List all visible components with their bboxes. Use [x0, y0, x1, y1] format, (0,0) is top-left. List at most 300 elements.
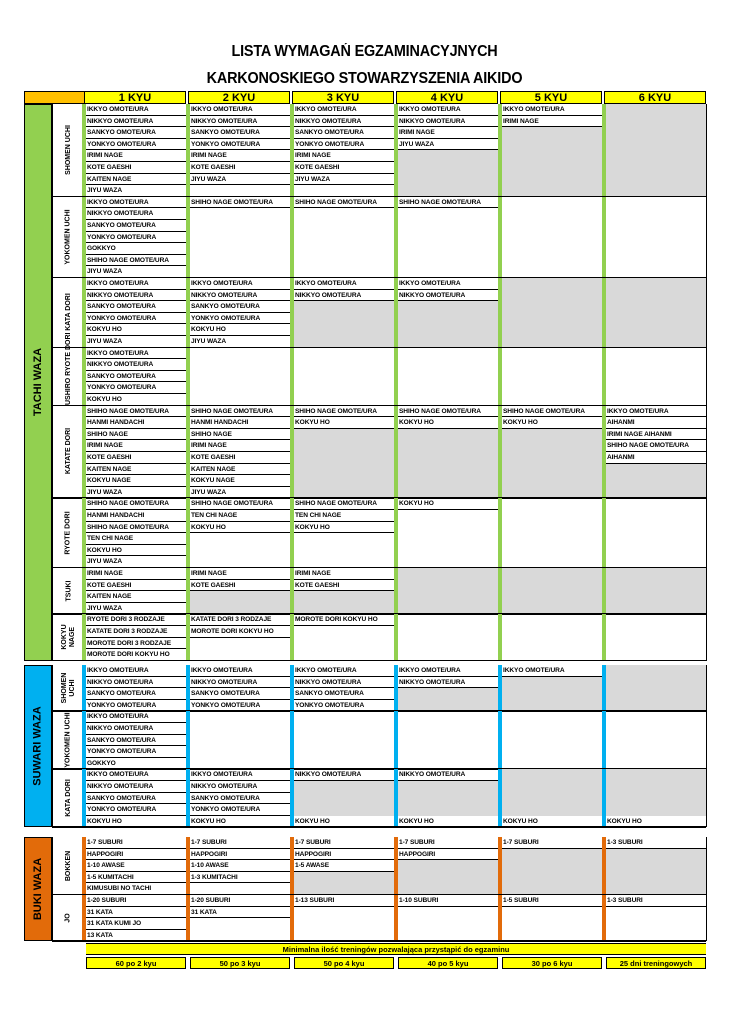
subgroup-label	[52, 614, 86, 660]
technique-cell: IKKYO OMOTE/URA	[86, 278, 186, 290]
column-divider	[290, 406, 294, 499]
technique-cell: HANMI HANDACHI	[190, 417, 290, 429]
technique-cell: SHIHO NAGE OMOTE/URA	[86, 255, 186, 267]
column-divider	[394, 711, 398, 769]
column-divider	[602, 895, 606, 941]
shaded-cell	[502, 568, 602, 614]
technique-cell: YONKYO OMOTE/URA	[294, 700, 394, 712]
technique-cell: 31 KATA	[190, 907, 290, 919]
subgroup-label-text: KOKYU NAGE	[61, 624, 76, 650]
subgroup-label-text: YOKOMEN UCHI	[65, 712, 73, 768]
right-border	[706, 837, 707, 895]
technique-cell: SHIHO NAGE OMOTE/URA	[86, 498, 186, 510]
technique-cell: SHIHO NAGE OMOTE/URA	[86, 522, 186, 534]
technique-cell: YONKYO OMOTE/URA	[86, 746, 186, 758]
subgroup-label	[52, 498, 86, 568]
shaded-cell	[398, 301, 498, 347]
shaded-cell	[606, 665, 706, 711]
footer-value: 25 dni treningowych	[606, 957, 706, 969]
footer-value: 30 po 6 kyu	[502, 957, 602, 969]
technique-cell: JIYU WAZA	[294, 174, 394, 186]
shaded-cell	[294, 781, 394, 816]
subgroup-label	[52, 406, 86, 499]
technique-cell: KOTE GAESHI	[294, 162, 394, 174]
column-divider	[82, 568, 86, 614]
technique-cell: 1-20 SUBURI	[190, 895, 290, 907]
technique-cell: KAITEN NAGE	[86, 591, 186, 603]
shaded-cell	[294, 872, 394, 895]
technique-cell: IRIMI NAGE AIHANMI	[606, 429, 706, 441]
technique-cell: KOKYU HO	[86, 816, 186, 828]
technique-cell: 31 KATA	[86, 907, 186, 919]
technique-cell: YONKYO OMOTE/URA	[86, 700, 186, 712]
technique-cell: NIKKYO OMOTE/URA	[190, 781, 290, 793]
technique-cell: KOKYU HO	[86, 394, 186, 406]
column-divider	[186, 104, 190, 197]
subgroup-label-text: SHOMEN UCHI	[61, 672, 76, 704]
column-divider	[394, 197, 398, 278]
column-divider	[602, 614, 606, 660]
column-divider	[186, 197, 190, 278]
column-divider	[186, 711, 190, 769]
technique-cell: NIKKYO OMOTE/URA	[398, 769, 498, 781]
technique-cell: KOKYU HO	[502, 816, 602, 828]
technique-cell: KATATE DORI 3 RODZAJE	[86, 626, 186, 638]
technique-cell: KOKYU HO	[398, 498, 498, 510]
technique-cell: 1-7 SUBURI	[86, 837, 186, 849]
column-divider	[602, 769, 606, 827]
column-divider	[186, 568, 190, 614]
technique-cell: SANKYO OMOTE/URA	[86, 371, 186, 383]
subgroup-label	[52, 104, 86, 197]
column-divider	[394, 769, 398, 827]
column-divider	[498, 568, 502, 614]
technique-cell: NIKKYO OMOTE/URA	[398, 290, 498, 302]
technique-cell: 1-3 SUBURI	[606, 895, 706, 907]
shaded-cell	[398, 429, 498, 499]
technique-cell: NIKKYO OMOTE/URA	[294, 290, 394, 302]
column-divider	[498, 498, 502, 568]
shaded-cell	[606, 464, 706, 499]
technique-cell: IRIMI NAGE	[86, 440, 186, 452]
technique-cell: IKKYO OMOTE/URA	[86, 665, 186, 677]
column-divider	[602, 197, 606, 278]
right-border	[706, 568, 707, 614]
technique-cell: NIKKYO OMOTE/URA	[86, 359, 186, 371]
column-divider	[290, 895, 294, 941]
technique-cell: MOROTE DORI 3 RODZAJE	[86, 638, 186, 650]
technique-cell: 1-5 AWASE	[294, 860, 394, 872]
technique-cell: SHIHO NAGE OMOTE/URA	[190, 197, 290, 209]
technique-cell: HAPPOGIRI	[86, 849, 186, 861]
technique-cell: NIKKYO OMOTE/URA	[86, 290, 186, 302]
technique-cell: IRIMI NAGE	[398, 127, 498, 139]
column-divider	[290, 568, 294, 614]
column-divider	[82, 406, 86, 499]
technique-cell: IKKYO OMOTE/URA	[294, 278, 394, 290]
technique-cell: NIKKYO OMOTE/URA	[86, 677, 186, 689]
column-divider	[82, 278, 86, 348]
technique-cell: IRIMI NAGE	[294, 568, 394, 580]
shaded-cell	[398, 688, 498, 711]
section-label	[24, 837, 52, 941]
subgroup-label-text: USHIRO RYOTE DORI	[65, 332, 72, 406]
shaded-cell	[606, 568, 706, 614]
subgroup-label-text: RYOTE DORI	[65, 511, 72, 555]
column-divider	[394, 104, 398, 197]
technique-cell: NIKKYO OMOTE/URA	[190, 290, 290, 302]
technique-cell: SHIHO NAGE OMOTE/URA	[294, 197, 394, 209]
technique-cell: RYOTE DORI 3 RODZAJE	[86, 614, 186, 626]
technique-cell: JIYU WAZA	[86, 487, 186, 499]
column-divider	[186, 665, 190, 711]
technique-cell: NIKKYO OMOTE/URA	[294, 769, 394, 781]
technique-cell: NIKKYO OMOTE/URA	[294, 677, 394, 689]
column-divider	[82, 348, 86, 406]
technique-cell: GOKKYO	[86, 758, 186, 770]
right-border	[706, 278, 707, 348]
technique-cell: KOKYU HO	[398, 816, 498, 828]
technique-cell: 1-5 SUBURI	[502, 895, 602, 907]
right-border	[706, 406, 707, 499]
technique-cell: IKKYO OMOTE/URA	[86, 769, 186, 781]
subgroup-label-text: KATA DORI	[65, 779, 72, 817]
technique-cell: NIKKYO OMOTE/URA	[86, 116, 186, 128]
subgroup-label	[52, 197, 86, 278]
column-divider	[186, 895, 190, 941]
right-border	[706, 895, 707, 941]
technique-cell: YONKYO OMOTE/URA	[190, 700, 290, 712]
technique-cell: KOKYU HO	[86, 324, 186, 336]
technique-cell: NIKKYO OMOTE/URA	[398, 677, 498, 689]
shaded-cell	[190, 591, 290, 614]
technique-cell: NIKKYO OMOTE/URA	[86, 781, 186, 793]
shaded-cell	[502, 849, 602, 895]
column-divider	[498, 348, 502, 406]
technique-cell: SANKYO OMOTE/URA	[190, 793, 290, 805]
technique-cell: HAPPOGIRI	[294, 849, 394, 861]
column-divider	[602, 104, 606, 197]
technique-cell: SANKYO OMOTE/URA	[86, 793, 186, 805]
technique-cell: YONKYO OMOTE/URA	[190, 804, 290, 816]
column-divider	[498, 665, 502, 711]
kyu-header-3: 3 KYU	[292, 91, 394, 104]
subgroup-label-text: KATATE DORI	[65, 428, 72, 475]
technique-cell: SHIHO NAGE OMOTE/URA	[294, 498, 394, 510]
technique-cell: YONKYO OMOTE/URA	[86, 313, 186, 325]
subgroup-label	[52, 568, 86, 614]
technique-cell: 31 KATA KUMI JO	[86, 918, 186, 930]
technique-cell: IKKYO OMOTE/URA	[398, 278, 498, 290]
technique-cell: KOTE GAESHI	[190, 580, 290, 592]
subgroup-label-text: BOKKEN	[65, 850, 72, 881]
kyu-header-5: 5 KYU	[500, 91, 602, 104]
column-divider	[186, 278, 190, 348]
technique-cell: KOKYU HO	[190, 324, 290, 336]
technique-cell: HANMI HANDACHI	[86, 510, 186, 522]
technique-cell: TEN CHI NAGE	[86, 533, 186, 545]
column-divider	[602, 568, 606, 614]
group-bottom-line	[52, 826, 706, 827]
technique-cell: JIYU WAZA	[398, 139, 498, 151]
technique-cell: SHIHO NAGE OMOTE/URA	[502, 406, 602, 418]
technique-cell: KOKYU HO	[190, 816, 290, 828]
subgroup-label-text: JO	[65, 913, 72, 923]
technique-cell: JIYU WAZA	[190, 487, 290, 499]
technique-cell: HAPPOGIRI	[398, 849, 498, 861]
technique-cell: KOKYU HO	[294, 522, 394, 534]
technique-cell: AIHANMI	[606, 452, 706, 464]
shaded-cell	[606, 849, 706, 895]
footer-value: 50 po 3 kyu	[190, 957, 290, 969]
technique-cell: KOTE GAESHI	[86, 452, 186, 464]
subgroup-label	[52, 665, 86, 711]
subgroup-label-text: KATA DORI	[65, 293, 72, 332]
technique-cell: JIYU WAZA	[86, 556, 186, 568]
technique-cell: 1-7 SUBURI	[502, 837, 602, 849]
right-border	[706, 348, 707, 406]
technique-cell: NIKKYO OMOTE/URA	[294, 116, 394, 128]
technique-cell: KOKYU NAGE	[190, 475, 290, 487]
technique-cell: 1-10 AWASE	[86, 860, 186, 872]
technique-cell: IKKYO OMOTE/URA	[86, 711, 186, 723]
technique-cell: IKKYO OMOTE/URA	[398, 104, 498, 116]
shaded-cell	[606, 278, 706, 348]
technique-cell: KOTE GAESHI	[190, 162, 290, 174]
shaded-cell	[502, 127, 602, 197]
technique-cell: IKKYO OMOTE/URA	[398, 665, 498, 677]
column-divider	[394, 895, 398, 941]
technique-cell: YONKYO OMOTE/URA	[190, 139, 290, 151]
column-divider	[498, 837, 502, 895]
technique-cell: KOKYU HO	[86, 545, 186, 557]
technique-cell: KOTE GAESHI	[86, 162, 186, 174]
shaded-cell	[398, 150, 498, 196]
shaded-cell	[398, 568, 498, 614]
subgroup-label	[52, 837, 86, 895]
technique-cell: SHIHO NAGE OMOTE/URA	[190, 406, 290, 418]
column-divider	[290, 665, 294, 711]
column-divider	[394, 278, 398, 348]
column-divider	[498, 406, 502, 499]
technique-cell: KOKYU HO	[606, 816, 706, 828]
column-divider	[82, 769, 86, 827]
technique-cell: 1-7 SUBURI	[190, 837, 290, 849]
technique-cell: KAITEN NAGE	[86, 174, 186, 186]
technique-cell: IRIMI NAGE	[190, 150, 290, 162]
group-bottom-line	[52, 660, 706, 661]
technique-cell: 1-20 SUBURI	[86, 895, 186, 907]
technique-cell: KIMUSUBI NO TACHI	[86, 883, 186, 895]
technique-cell: MOROTE DORI KOKYU HO	[190, 626, 290, 638]
technique-cell: TEN CHI NAGE	[190, 510, 290, 522]
column-divider	[290, 104, 294, 197]
technique-cell: KAITEN NAGE	[190, 464, 290, 476]
right-border	[706, 498, 707, 568]
column-divider	[82, 837, 86, 895]
subgroup-label-text: YOKOMEN UCHI	[65, 209, 73, 265]
column-divider	[602, 837, 606, 895]
technique-cell: IRIMI NAGE	[86, 568, 186, 580]
technique-cell: HAPPOGIRI	[190, 849, 290, 861]
subgroup-label	[52, 769, 86, 827]
technique-cell: NIKKYO OMOTE/URA	[190, 116, 290, 128]
footer-value: 60 po 2 kyu	[86, 957, 186, 969]
column-divider	[82, 711, 86, 769]
technique-cell: SHIHO NAGE	[190, 429, 290, 441]
technique-cell: KOTE GAESHI	[190, 452, 290, 464]
technique-cell: GOKKYO	[86, 243, 186, 255]
technique-cell: KOTE GAESHI	[86, 580, 186, 592]
technique-cell: KOKYU HO	[294, 816, 394, 828]
technique-cell: SHIHO NAGE OMOTE/URA	[86, 406, 186, 418]
footer-value: 40 po 5 kyu	[398, 957, 498, 969]
shaded-cell	[502, 677, 602, 712]
column-divider	[290, 348, 294, 406]
technique-cell: 1-7 SUBURI	[398, 837, 498, 849]
technique-cell: IRIMI NAGE	[190, 568, 290, 580]
kyu-header-4: 4 KYU	[396, 91, 498, 104]
subgroup-label	[52, 711, 86, 769]
subgroup-label-text: SHOMEN UCHI	[65, 125, 72, 175]
technique-cell: KATATE DORI 3 RODZAJE	[190, 614, 290, 626]
technique-cell: YONKYO OMOTE/URA	[190, 313, 290, 325]
column-divider	[394, 406, 398, 499]
technique-cell: KOTE GAESHI	[294, 580, 394, 592]
technique-cell: AIHANMI	[606, 417, 706, 429]
technique-cell: MOROTE DORI KOKYU HO	[294, 614, 394, 626]
column-divider	[394, 665, 398, 711]
right-border	[706, 614, 707, 660]
column-divider	[186, 837, 190, 895]
technique-cell: YONKYO OMOTE/URA	[86, 139, 186, 151]
title-line-2: KARKONOSKIEGO STOWARZYSZENIA AIKIDO	[206, 70, 523, 87]
subgroup-label-text: TSUKI	[65, 580, 72, 602]
technique-cell: NIKKYO OMOTE/URA	[86, 723, 186, 735]
technique-cell: SANKYO OMOTE/URA	[86, 301, 186, 313]
technique-cell: KOKYU HO	[190, 522, 290, 534]
title-line-1: LISTA WYMAGAŃ EGZAMINACYJNYCH	[231, 43, 498, 60]
technique-cell: 1-3 SUBURI	[606, 837, 706, 849]
technique-cell: YONKYO OMOTE/URA	[86, 232, 186, 244]
technique-cell: IKKYO OMOTE/URA	[190, 769, 290, 781]
column-divider	[82, 895, 86, 941]
header-corner	[24, 91, 86, 104]
column-divider	[394, 498, 398, 568]
shaded-cell	[398, 860, 498, 895]
section-label-text: TACHI WAZA	[32, 348, 45, 417]
technique-cell: SHIHO NAGE OMOTE/URA	[294, 406, 394, 418]
column-divider	[290, 197, 294, 278]
column-divider	[394, 837, 398, 895]
technique-cell: YONKYO OMOTE/URA	[86, 804, 186, 816]
column-divider	[602, 711, 606, 769]
technique-cell: KAITEN NAGE	[86, 464, 186, 476]
column-divider	[186, 406, 190, 499]
shaded-cell	[294, 591, 394, 614]
column-divider	[498, 278, 502, 348]
technique-cell: SANKYO OMOTE/URA	[294, 688, 394, 700]
subgroup-label	[52, 332, 86, 406]
column-divider	[394, 614, 398, 660]
technique-cell: 1-10 SUBURI	[398, 895, 498, 907]
column-divider	[186, 498, 190, 568]
technique-cell: IRIMI NAGE	[190, 440, 290, 452]
column-divider	[394, 568, 398, 614]
column-divider	[602, 498, 606, 568]
technique-cell: SANKYO OMOTE/URA	[190, 301, 290, 313]
technique-cell: KOKYU NAGE	[86, 475, 186, 487]
technique-cell: IKKYO OMOTE/URA	[294, 104, 394, 116]
technique-cell: 1-13 SUBURI	[294, 895, 394, 907]
shaded-cell	[398, 781, 498, 816]
technique-cell: NIKKYO OMOTE/URA	[190, 677, 290, 689]
technique-cell: SANKYO OMOTE/URA	[86, 127, 186, 139]
technique-cell: YONKYO OMOTE/URA	[294, 139, 394, 151]
shaded-cell	[502, 429, 602, 499]
technique-cell: IRIMI NAGE	[294, 150, 394, 162]
technique-cell: HANMI HANDACHI	[86, 417, 186, 429]
technique-cell: IKKYO OMOTE/URA	[86, 197, 186, 209]
technique-cell: JIYU WAZA	[86, 266, 186, 278]
technique-cell: IRIMI NAGE	[502, 116, 602, 128]
technique-cell: JIYU WAZA	[86, 336, 186, 348]
footer-value: 50 po 4 kyu	[294, 957, 394, 969]
technique-cell: SANKYO OMOTE/URA	[294, 127, 394, 139]
technique-cell: 13 KATA	[86, 930, 186, 942]
column-divider	[602, 406, 606, 499]
technique-cell: NIKKYO OMOTE/URA	[86, 208, 186, 220]
column-divider	[498, 104, 502, 197]
technique-cell: JIYU WAZA	[86, 185, 186, 197]
subgroup-label	[52, 895, 86, 941]
shaded-cell	[606, 104, 706, 197]
technique-cell: SANKYO OMOTE/URA	[190, 127, 290, 139]
column-divider	[498, 769, 502, 827]
technique-cell: JIYU WAZA	[86, 603, 186, 615]
column-divider	[290, 614, 294, 660]
column-divider	[602, 665, 606, 711]
column-divider	[498, 197, 502, 278]
right-border	[706, 711, 707, 769]
shaded-cell	[606, 769, 706, 815]
technique-cell: IKKYO OMOTE/URA	[190, 665, 290, 677]
kyu-header-6: 6 KYU	[604, 91, 706, 104]
column-divider	[290, 711, 294, 769]
technique-cell: IKKYO OMOTE/URA	[86, 104, 186, 116]
technique-cell: JIYU WAZA	[190, 174, 290, 186]
column-divider	[498, 614, 502, 660]
shaded-cell	[502, 769, 602, 815]
shaded-cell	[294, 429, 394, 499]
column-divider	[602, 278, 606, 348]
shaded-cell	[502, 278, 602, 348]
technique-cell: SANKYO OMOTE/URA	[190, 688, 290, 700]
right-border	[706, 665, 707, 711]
right-border	[706, 197, 707, 278]
column-divider	[290, 278, 294, 348]
group-bottom-line	[52, 940, 706, 941]
column-divider	[498, 711, 502, 769]
column-divider	[186, 614, 190, 660]
column-divider	[498, 895, 502, 941]
technique-cell: IKKYO OMOTE/URA	[86, 348, 186, 360]
column-divider	[290, 769, 294, 827]
technique-cell: SHIHO NAGE OMOTE/URA	[398, 406, 498, 418]
technique-cell: 1-7 SUBURI	[294, 837, 394, 849]
shaded-cell	[294, 301, 394, 347]
section-label-text: BUKI WAZA	[32, 858, 45, 921]
